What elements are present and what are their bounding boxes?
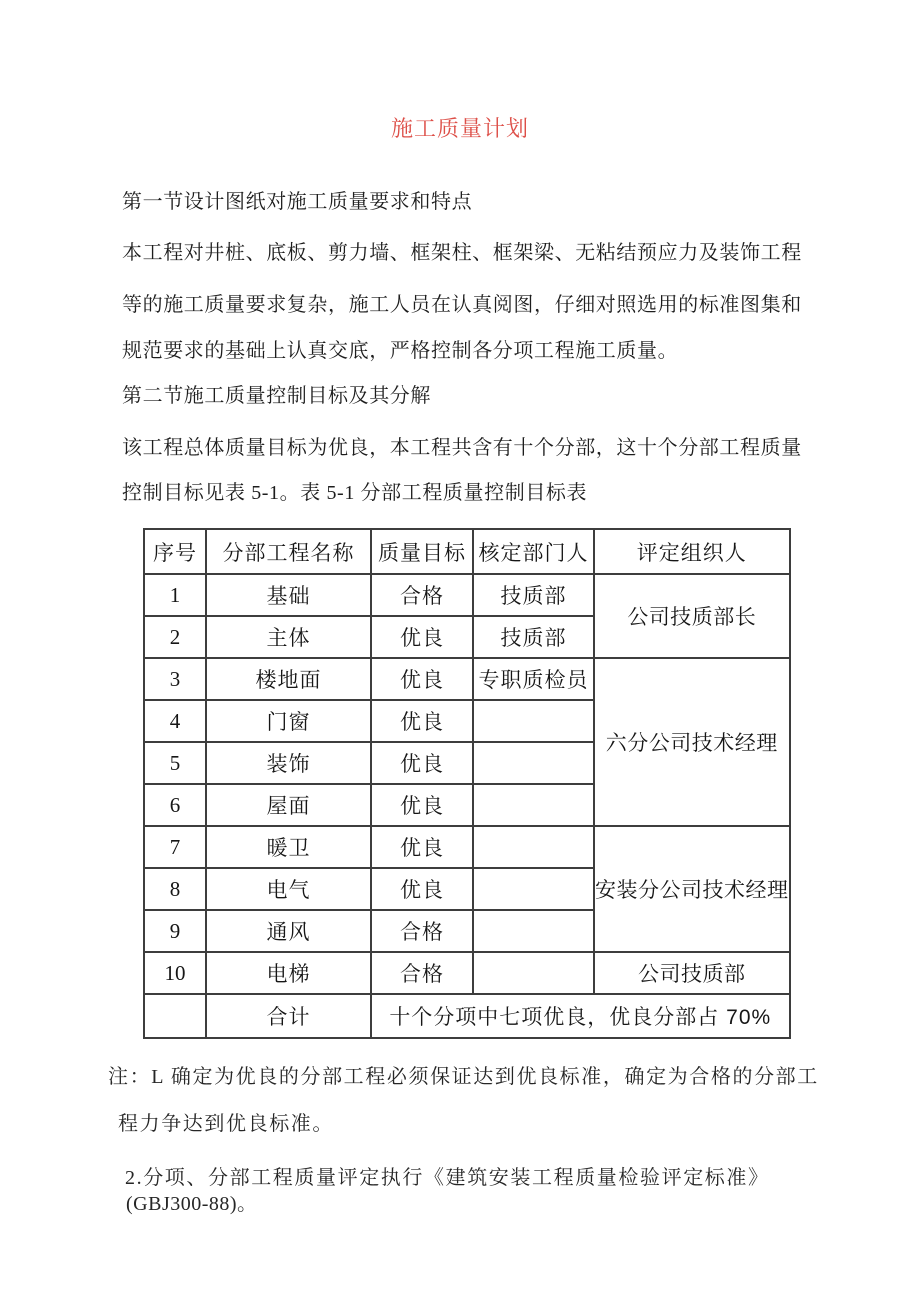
table-header-row — [144, 529, 790, 574]
note-line-4: (GBJ300-88)。 — [126, 1193, 258, 1215]
row-no: 2 — [144, 616, 206, 658]
row-no: 7 — [144, 826, 206, 868]
row-name: 暖卫 — [206, 826, 371, 868]
section-heading-1: 第一节设计图纸对施工质量要求和特点 — [122, 191, 473, 213]
row-verifier — [473, 952, 594, 994]
paragraph-1-line-3: 规范要求的基础上认真交底，严格控制各分项工程施工质量。 — [122, 340, 679, 362]
row-name: 电气 — [206, 868, 371, 910]
row-no: 1 — [144, 574, 206, 616]
row-name: 基础 — [206, 574, 371, 616]
note-line-3: 2.分项、分部工程质量评定执行《建筑安装工程质量检验评定标准》 — [125, 1167, 770, 1189]
note-line-2: 程力争达到优良标准。 — [118, 1113, 334, 1135]
table-row — [144, 952, 790, 994]
row-verifier: 专职质检员 — [473, 658, 594, 700]
col-header-organizer: 评定组织人 — [594, 529, 790, 574]
row-verifier — [473, 742, 594, 784]
row-verifier — [473, 826, 594, 868]
row-name: 通风 — [206, 910, 371, 952]
organizer-cell: 六分公司技术经理 — [594, 658, 790, 826]
paragraph-2-line-2: 控制目标见表 5-1。表 5-1 分部工程质量控制目标表 — [122, 482, 588, 504]
row-verifier — [473, 910, 594, 952]
table-row — [144, 826, 790, 868]
row-name: 楼地面 — [206, 658, 371, 700]
row-name: 装饰 — [206, 742, 371, 784]
row-target: 合格 — [371, 574, 473, 616]
organizer-cell: 公司技质部长 — [594, 574, 790, 658]
table-row — [144, 658, 790, 700]
row-verifier — [473, 784, 594, 826]
row-no: 6 — [144, 784, 206, 826]
row-verifier — [473, 700, 594, 742]
row-target: 合格 — [371, 910, 473, 952]
row-no: 9 — [144, 910, 206, 952]
col-header-target: 质量目标 — [371, 529, 473, 574]
row-no: 8 — [144, 868, 206, 910]
row-target: 优良 — [371, 616, 473, 658]
row-target: 优良 — [371, 826, 473, 868]
row-no: 5 — [144, 742, 206, 784]
doc-title: 施工质量计划 — [390, 116, 529, 141]
row-verifier: 技质部 — [473, 574, 594, 616]
paragraph-1-line-1: 本工程对井桩、底板、剪力墙、框架柱、框架梁、无粘结预应力及装饰工程 — [122, 242, 802, 264]
col-header-verifier: 核定部门人 — [473, 529, 594, 574]
table-row — [144, 574, 790, 616]
organizer-cell: 安装分公司技术经理 — [594, 826, 790, 952]
row-name: 主体 — [206, 616, 371, 658]
quality-control-table — [143, 528, 791, 1039]
row-target: 合格 — [371, 952, 473, 994]
row-name: 屋面 — [206, 784, 371, 826]
row-target: 优良 — [371, 658, 473, 700]
row-no: 4 — [144, 700, 206, 742]
paragraph-2-line-1: 该工程总体质量目标为优良，本工程共含有十个分部，这十个分部工程质量 — [122, 437, 802, 459]
row-target: 优良 — [371, 868, 473, 910]
row-target: 优良 — [371, 784, 473, 826]
organizer-cell: 公司技质部 — [594, 952, 790, 994]
row-verifier: 技质部 — [473, 616, 594, 658]
col-header-name: 分部工程名称 — [206, 529, 371, 574]
summary-row — [144, 994, 790, 1038]
summary-value: 十个分项中七项优良，优良分部占 70% — [371, 994, 790, 1038]
paragraph-1-line-2: 等的施工质量要求复杂，施工人员在认真阅图，仔细对照选用的标准图集和 — [122, 294, 802, 316]
row-name: 电梯 — [206, 952, 371, 994]
row-name: 门窗 — [206, 700, 371, 742]
summary-label: 合计 — [206, 994, 371, 1038]
note-line-1: 注：L 确定为优良的分部工程必须保证达到优良标准，确定为合格的分部工 — [108, 1066, 819, 1088]
row-target: 优良 — [371, 700, 473, 742]
summary-empty-cell — [144, 994, 206, 1038]
row-no: 10 — [144, 952, 206, 994]
row-no: 3 — [144, 658, 206, 700]
row-target: 优良 — [371, 742, 473, 784]
row-verifier — [473, 868, 594, 910]
section-heading-2: 第二节施工质量控制目标及其分解 — [122, 385, 431, 407]
col-header-no: 序号 — [144, 529, 206, 574]
